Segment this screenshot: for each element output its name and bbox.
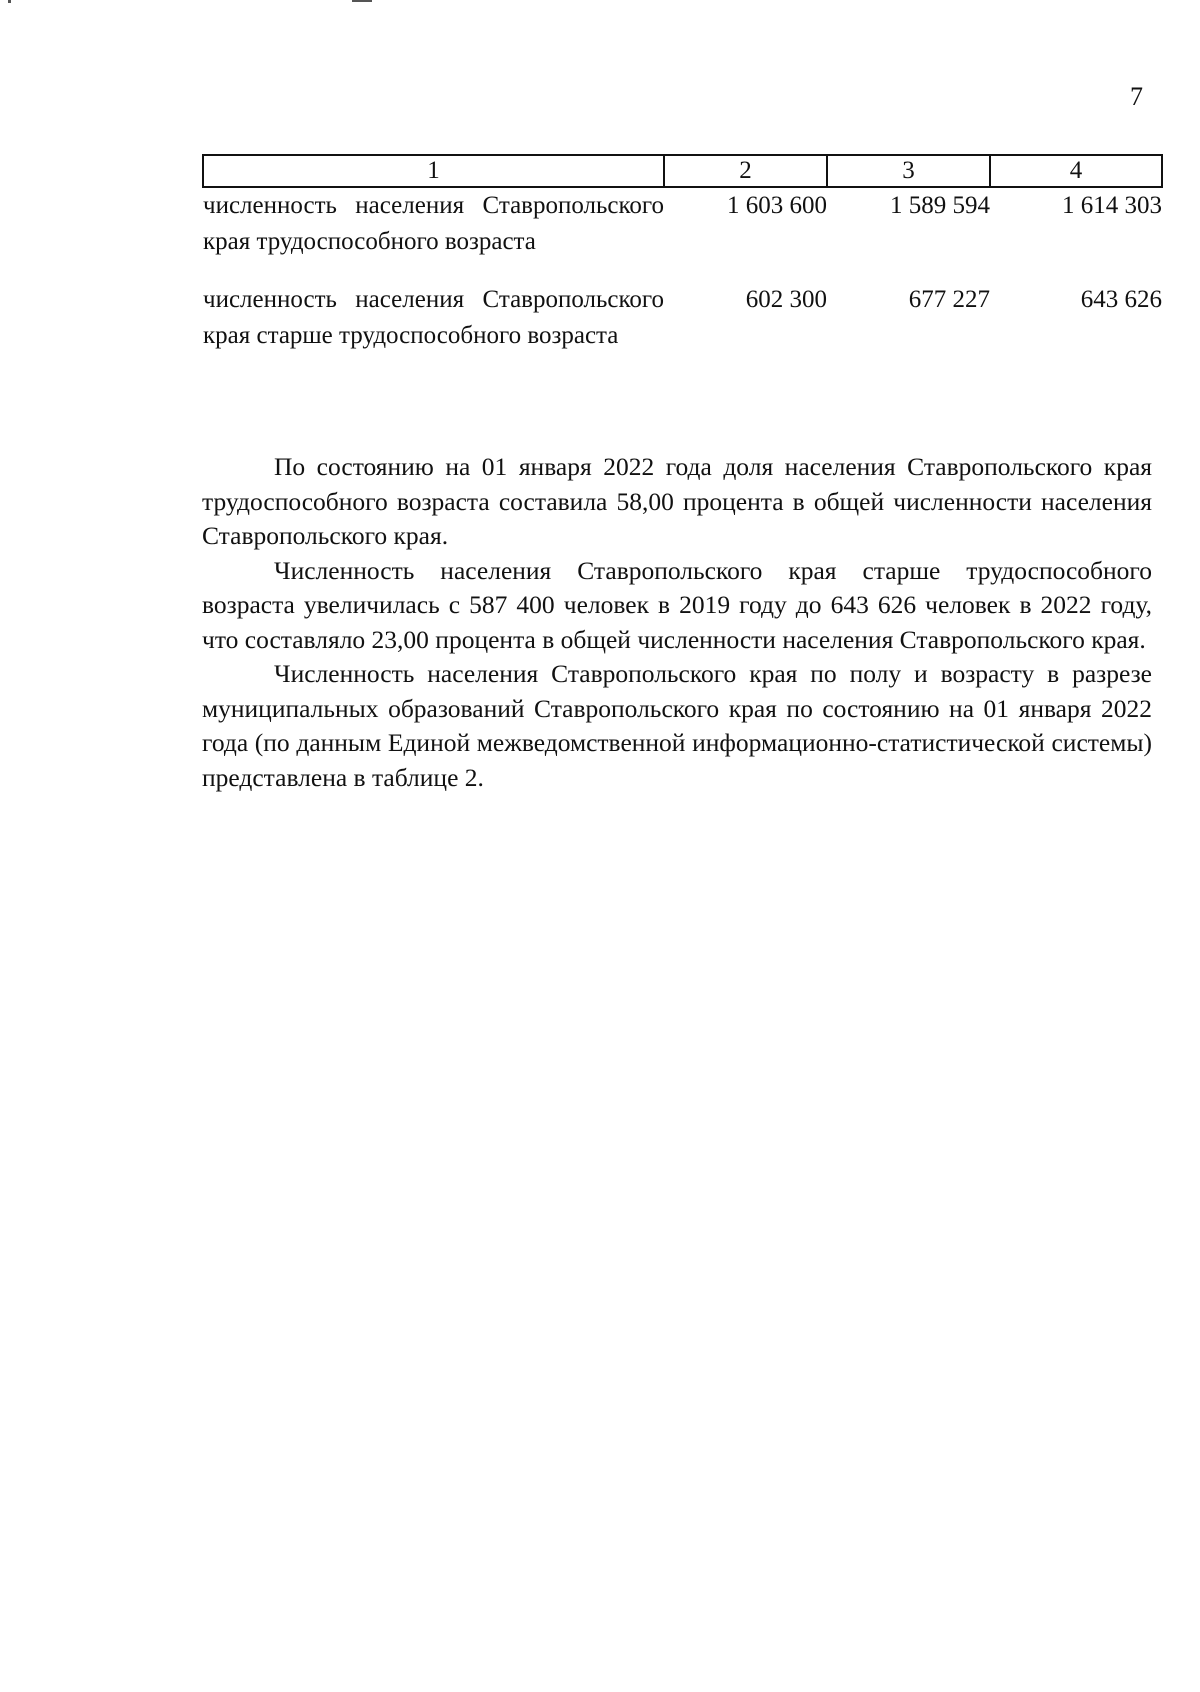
paragraph: Численность населения Ставропольского края старше трудоспособного возраста увеличилась с 587 400 человек в 2019 году до 643 626 человек в 2022 году, что составляло 23,00 процента в общей численности населения Ставропольского края.: [202, 555, 1152, 654]
scan-artifact-left: [8, 0, 11, 3]
table-header-cell: 2: [664, 155, 827, 187]
row-spacer: [203, 260, 1162, 282]
scan-artifact-center: [352, 0, 372, 2]
row-label: [203, 282, 664, 354]
table-row: [203, 187, 1162, 260]
population-table-container: [202, 154, 1161, 354]
row-label-text: численность населения Ставропольского края трудоспособного возраста: [203, 192, 664, 255]
table-cell: 1 589 594: [890, 192, 990, 219]
table-cell: 677 227: [908, 286, 990, 313]
paragraph: По состоянию на 01 января 2022 года доля населения Ставропольского края трудоспособного возраста составила 58,00 процента в общей численности населения Ставропольского края.: [202, 452, 1152, 550]
table-header-cell: 1: [203, 155, 664, 187]
table-header-cell: 4: [990, 155, 1162, 187]
population-table: [202, 154, 1163, 354]
table-header-row: [203, 155, 1162, 187]
table-cell: 602 300: [745, 286, 827, 313]
table-cell: 643 626: [1080, 286, 1162, 313]
table-cell: 1 603 600: [727, 192, 827, 219]
table-header-cell: 3: [827, 155, 990, 187]
table-row: [203, 282, 1162, 354]
paragraph: Численность населения Ставропольского края по полу и возрасту в разрезе муниципальных образований Ставропольского края по состоянию на 01 января 2022 года (по данным Единой межведомственной информационно-статистической системы) представлена в таблице 2.: [202, 659, 1152, 792]
page-number: 7: [1130, 82, 1143, 111]
row-label-text: численность населения Ставропольского края старше трудоспособного возраста: [203, 286, 664, 349]
row-label: [203, 187, 664, 260]
table-cell: 1 614 303: [1062, 192, 1162, 219]
body-text: [202, 450, 1152, 795]
